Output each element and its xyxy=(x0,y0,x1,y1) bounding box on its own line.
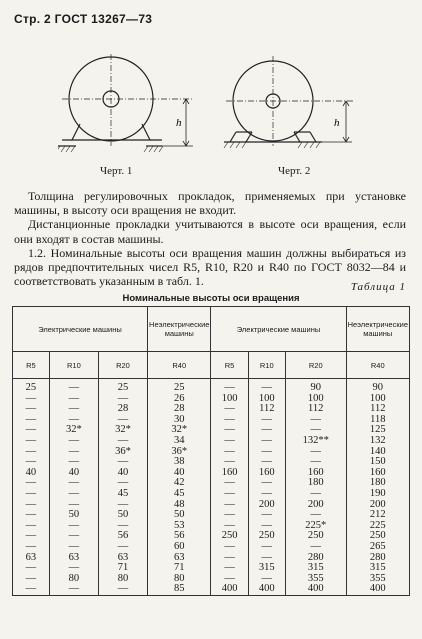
body-text xyxy=(14,189,406,288)
table-cell: 190 xyxy=(346,489,409,500)
table-cell: 63 xyxy=(148,553,211,564)
table-cell: 160 xyxy=(211,468,248,479)
table-cell: 28 xyxy=(148,404,211,415)
table-cell: — xyxy=(13,542,50,553)
table-cell: 140 xyxy=(346,447,409,458)
table-cell: — xyxy=(248,478,285,489)
table-cell: — xyxy=(248,379,285,394)
table-cell: — xyxy=(49,447,98,458)
table-cell: 42 xyxy=(148,478,211,489)
table-cell: — xyxy=(49,521,98,532)
table-cell: 36* xyxy=(148,447,211,458)
table-cell: 250 xyxy=(248,531,285,542)
table-cell: 80 xyxy=(98,574,147,585)
table-cell: — xyxy=(211,574,248,585)
table-cell: — xyxy=(211,510,248,521)
table-cell: 53 xyxy=(148,521,211,532)
table-cell: — xyxy=(98,457,147,468)
figure-2-drawing xyxy=(222,54,362,156)
table-cell: 200 xyxy=(285,500,346,511)
table-cell: 34 xyxy=(148,436,211,447)
table-cell: — xyxy=(211,415,248,426)
table-cell: 200 xyxy=(346,500,409,511)
table-cell: 125 xyxy=(346,425,409,436)
table-cell: — xyxy=(211,404,248,415)
table-cell: 160 xyxy=(285,468,346,479)
table-cell: — xyxy=(13,584,50,595)
table-cell: 315 xyxy=(248,563,285,574)
table-cell: — xyxy=(13,574,50,585)
table-cell: 400 xyxy=(211,584,248,595)
table-cell: 400 xyxy=(285,584,346,595)
table-cell: 63 xyxy=(98,553,147,564)
table-cell: — xyxy=(285,415,346,426)
table-cell: 118 xyxy=(346,415,409,426)
table-cell: 40 xyxy=(13,468,50,479)
table-cell: 50 xyxy=(148,510,211,521)
table-cell: 132 xyxy=(346,436,409,447)
table-cell: 63 xyxy=(13,553,50,564)
table-row xyxy=(13,542,410,553)
table-cell: — xyxy=(49,379,98,394)
table-cell: 28 xyxy=(98,404,147,415)
table-cell: — xyxy=(211,489,248,500)
table-cell: — xyxy=(211,447,248,458)
table-cell: — xyxy=(248,457,285,468)
table-cell: 112 xyxy=(285,404,346,415)
table-cell: 40 xyxy=(98,468,147,479)
table-row xyxy=(13,489,410,500)
table-row xyxy=(13,584,410,595)
table-cell: — xyxy=(248,447,285,458)
table-cell: — xyxy=(49,584,98,595)
figure-1-drawing xyxy=(58,54,218,156)
col-header-r40: R40 xyxy=(148,352,211,379)
fig2-dim-label: h xyxy=(334,117,340,129)
table-cell: — xyxy=(13,425,50,436)
table-cell: 132** xyxy=(285,436,346,447)
table-body xyxy=(13,379,410,596)
table-cell: — xyxy=(49,436,98,447)
table-cell: 45 xyxy=(98,489,147,500)
group-header-electric: Электрические машины xyxy=(211,307,346,352)
table-cell: — xyxy=(98,521,147,532)
table-cell: — xyxy=(13,436,50,447)
table-cell: 32* xyxy=(148,425,211,436)
table-cell: 25 xyxy=(13,379,50,394)
table-cell: — xyxy=(98,500,147,511)
table-cell: — xyxy=(49,404,98,415)
table-cell: 71 xyxy=(148,563,211,574)
table-cell: — xyxy=(285,457,346,468)
col-header-r40: R40 xyxy=(346,352,409,379)
table-cell: — xyxy=(98,394,147,405)
table-cell: 85 xyxy=(148,584,211,595)
table-cell: — xyxy=(98,584,147,595)
table-row xyxy=(13,379,410,394)
table-cell: — xyxy=(248,521,285,532)
table-cell: 100 xyxy=(285,394,346,405)
table-cell: 315 xyxy=(346,563,409,574)
table-cell: 280 xyxy=(346,553,409,564)
col-header-r5: R5 xyxy=(13,352,50,379)
col-header-r5: R5 xyxy=(211,352,248,379)
table-cell: 26 xyxy=(148,394,211,405)
table-cell: 90 xyxy=(285,379,346,394)
table-cell: — xyxy=(211,500,248,511)
table-cell: — xyxy=(211,563,248,574)
table-cell: 180 xyxy=(346,478,409,489)
table-cell: 80 xyxy=(49,574,98,585)
table-cell: 160 xyxy=(346,468,409,479)
table-cell: — xyxy=(49,489,98,500)
table-cell: — xyxy=(211,521,248,532)
table-cell: 25 xyxy=(98,379,147,394)
table-cell: 112 xyxy=(346,404,409,415)
col-header-r20: R20 xyxy=(98,352,147,379)
fig1-dim-label: h xyxy=(176,117,182,129)
table-cell: 355 xyxy=(346,574,409,585)
table-cell: — xyxy=(13,531,50,542)
table-cell: — xyxy=(285,425,346,436)
table-cell: — xyxy=(211,379,248,394)
table-cell: 225* xyxy=(285,521,346,532)
table-cell: — xyxy=(13,394,50,405)
col-header-r20: R20 xyxy=(285,352,346,379)
table-cell: 112 xyxy=(248,404,285,415)
table-cell: — xyxy=(211,478,248,489)
table-cell: 25 xyxy=(148,379,211,394)
table-cell: — xyxy=(49,531,98,542)
table-cell: — xyxy=(98,478,147,489)
table-cell: — xyxy=(98,542,147,553)
table-cell: 225 xyxy=(346,521,409,532)
table-cell: 250 xyxy=(285,531,346,542)
table-cell: — xyxy=(211,425,248,436)
paragraph: Толщина регулировочных прокладок, применяемых при установке машины, в высоту оси вращения не входит. xyxy=(14,189,406,218)
table-cell: 250 xyxy=(211,531,248,542)
table-cell: 32* xyxy=(49,425,98,436)
group-header-nonelectric: Неэлектрические машины xyxy=(148,307,211,352)
table-cell: 315 xyxy=(285,563,346,574)
table-cell: — xyxy=(285,489,346,500)
table-cell: 80 xyxy=(148,574,211,585)
table-cell: 56 xyxy=(98,531,147,542)
table-cell: 45 xyxy=(148,489,211,500)
figure-1-caption: Черт. 1 xyxy=(100,165,133,177)
table-row xyxy=(13,436,410,447)
table-cell: 100 xyxy=(248,394,285,405)
table-cell: — xyxy=(211,542,248,553)
table-cell: 50 xyxy=(49,510,98,521)
table-cell: — xyxy=(248,510,285,521)
table-cell: 400 xyxy=(346,584,409,595)
table-cell: — xyxy=(49,542,98,553)
table-cell: — xyxy=(285,542,346,553)
table-cell: — xyxy=(13,500,50,511)
figure-2-caption: Черт. 2 xyxy=(278,165,311,177)
page-header: Стр. 2 ГОСТ 13267—73 xyxy=(14,12,153,26)
table-cell: 200 xyxy=(248,500,285,511)
table-cell: 400 xyxy=(248,584,285,595)
table-cell: 56 xyxy=(148,531,211,542)
table-cell: 40 xyxy=(49,468,98,479)
table-cell: 36* xyxy=(98,447,147,458)
table-cell: — xyxy=(13,489,50,500)
table-cell: — xyxy=(248,489,285,500)
table-cell: 63 xyxy=(49,553,98,564)
table-title: Номинальные высоты оси вращения xyxy=(122,293,300,304)
table-cell: 100 xyxy=(211,394,248,405)
col-header-r10: R10 xyxy=(49,352,98,379)
table-cell: — xyxy=(49,478,98,489)
table-cell: — xyxy=(248,542,285,553)
table-cell: — xyxy=(248,415,285,426)
table-cell: 32* xyxy=(98,425,147,436)
table-cell: — xyxy=(49,500,98,511)
table-cell: 38 xyxy=(148,457,211,468)
table-cell: 265 xyxy=(346,542,409,553)
table-cell: — xyxy=(49,394,98,405)
table-cell: 71 xyxy=(98,563,147,574)
col-header-r10: R10 xyxy=(248,352,285,379)
table-cell: — xyxy=(248,425,285,436)
table-cell: — xyxy=(13,563,50,574)
table-cell: 40 xyxy=(148,468,211,479)
table-cell: — xyxy=(98,415,147,426)
table-cell: — xyxy=(248,436,285,447)
table-cell: 48 xyxy=(148,500,211,511)
table-cell: — xyxy=(13,510,50,521)
table-cell: — xyxy=(211,553,248,564)
table-cell: 180 xyxy=(285,478,346,489)
table-cell: — xyxy=(285,447,346,458)
table-cell: — xyxy=(13,478,50,489)
table-cell: 90 xyxy=(346,379,409,394)
height-table xyxy=(12,306,410,596)
table-cell: 355 xyxy=(285,574,346,585)
table-cell: 280 xyxy=(285,553,346,564)
table-cell: — xyxy=(49,457,98,468)
table-cell: — xyxy=(98,436,147,447)
table-cell: — xyxy=(13,404,50,415)
table-cell: 212 xyxy=(346,510,409,521)
table-cell: — xyxy=(49,415,98,426)
paragraph: 1.2. Номинальные высоты оси вращения машин должны выбираться из рядов предпочтительных чисел R5, R10, R20 и R40 по ГОСТ 8032—84 и соответствовать указанным в табл. 1. xyxy=(14,245,406,289)
group-header-nonelectric: Неэлектрические машины xyxy=(346,307,409,352)
table-label: Таблица 1 xyxy=(350,281,406,293)
table-cell: 150 xyxy=(346,457,409,468)
table-cell: — xyxy=(248,574,285,585)
table-cell: — xyxy=(211,457,248,468)
table-cell: 160 xyxy=(248,468,285,479)
table-cell: — xyxy=(13,457,50,468)
table-cell: 250 xyxy=(346,531,409,542)
table-cell: — xyxy=(248,553,285,564)
table-cell: 30 xyxy=(148,415,211,426)
table-cell: — xyxy=(13,415,50,426)
table-cell: — xyxy=(13,447,50,458)
table-cell: 50 xyxy=(98,510,147,521)
table-cell: 60 xyxy=(148,542,211,553)
table-cell: — xyxy=(211,436,248,447)
table-cell: — xyxy=(285,510,346,521)
table-cell: — xyxy=(13,521,50,532)
group-header-electric: Электрические машины xyxy=(13,307,148,352)
table-cell: — xyxy=(49,563,98,574)
paragraph: Дистанционные прокладки учитываются в высоте оси вращения, если они входят в состав машины. xyxy=(14,217,406,246)
table-cell: 100 xyxy=(346,394,409,405)
